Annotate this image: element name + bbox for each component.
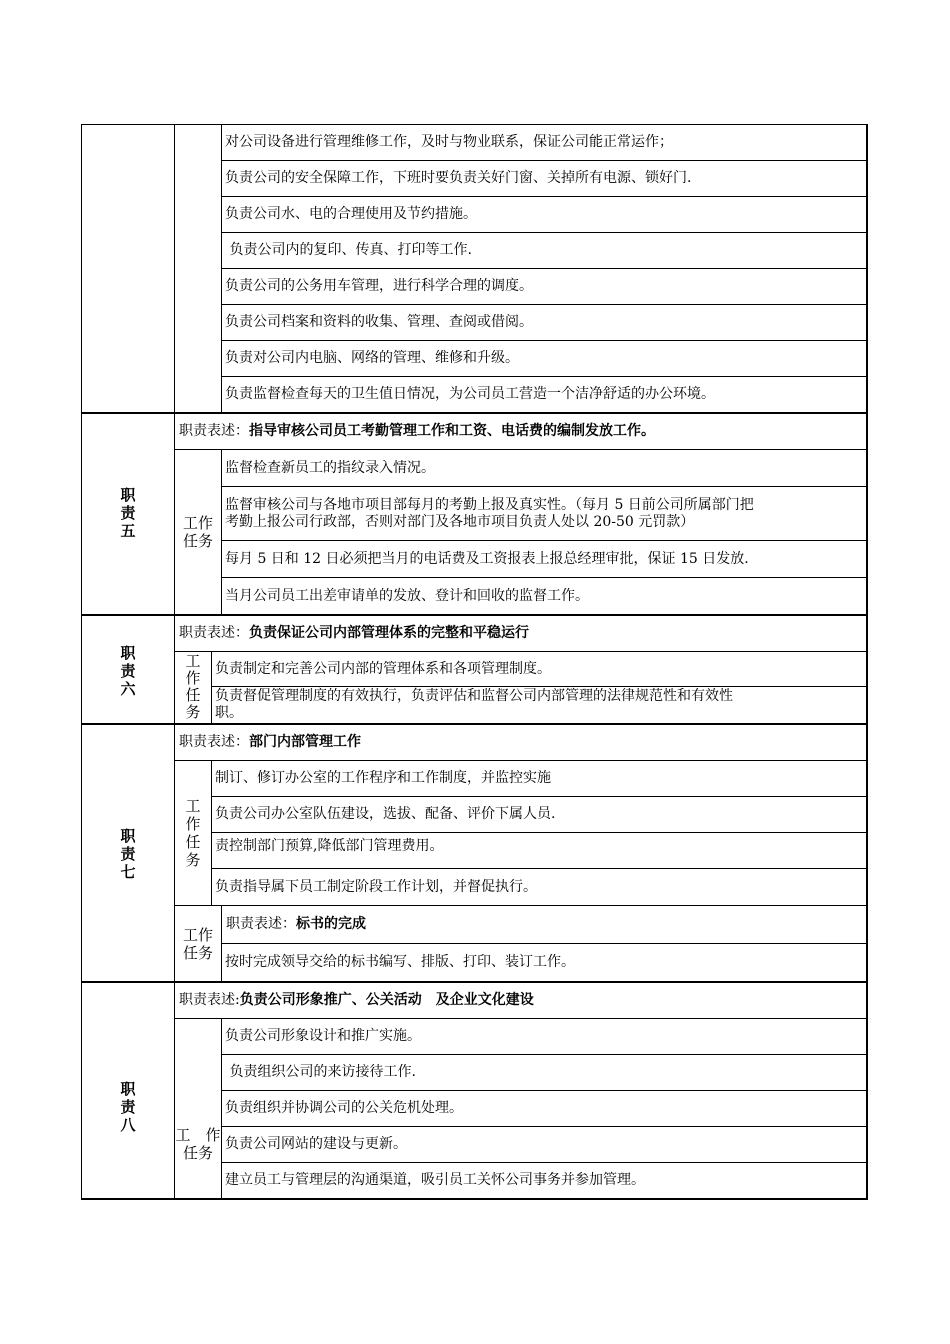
duty5-label: 职 责 五: [120, 486, 136, 540]
table-bottom-border: [81, 1198, 868, 1200]
task-text: 负责公司档案和资料的收集、管理、查阅或借阅。: [225, 314, 533, 330]
task-text: 负责监督检查每天的卫生值日情况，为公司员工营造一个洁净舒适的办公环境。: [225, 386, 715, 402]
task-text: 负责公司水、电的合理使用及节约措施。: [225, 206, 477, 222]
task-text: 负责公司形象设计和推广实施。: [225, 1028, 421, 1044]
duty5-work-label: 工作 任务: [182, 514, 213, 550]
duty6-work-label: 工 作 任 务: [185, 652, 201, 721]
task-text: 责控制部门预算,降低部门管理费用。: [215, 838, 444, 854]
task-text: 负责公司办公室队伍建设，选拔、配备、评价下属人员.: [215, 806, 556, 822]
duty8-work-label: 工 作 任务: [175, 1126, 221, 1162]
task-text-multiline: 负责督促管理制度的有效执行，负责评估和监督公司内部管理的法律规范性和有效性 职。: [215, 688, 733, 721]
task-text: 制订、修订办公室的工作程序和工作制度，并监控实施: [215, 770, 551, 786]
task-text: 监督检查新员工的指纹录入情况。: [225, 459, 435, 476]
duty6-description: 职责表述： 负责保证公司内部管理体系的完整和平稳运行: [179, 625, 529, 641]
task-text: 负责公司内的复印、传真、打印等工作.: [225, 242, 472, 258]
task-text: 负责公司的安全保障工作，下班时要负责关好门窗、关掉所有电源、锁好门.: [225, 170, 692, 186]
task-text: 负责公司网站的建设与更新。: [225, 1136, 407, 1152]
duty8-description: 职责表述: 负责公司形象推广、公关活动 及企业文化建设: [179, 992, 534, 1008]
duty5-description: 职责表述： 指导审核公司员工考勤管理工作和工资、电话费的编制发放工作。: [179, 423, 655, 439]
table-left-border: [81, 124, 82, 1200]
duty7-label: 职 责 七: [120, 827, 136, 881]
table-right-border: [866, 124, 868, 1200]
task-text-multiline: 监督审核公司与各地市项目部每月的考勤上报及真实性。（每月 5 日前公司所属部门把 考勤上报公司行政部，否则对部门及各地市项目负责人处以 20-50 元罚款）: [225, 496, 754, 530]
duty8-label: 职 责 八: [120, 1080, 136, 1134]
duty7-description: 职责表述： 部门内部管理工作: [179, 734, 361, 750]
duty6-label: 职 责 六: [120, 644, 136, 698]
duty7-sub-description: 职责表述： 标书的完成: [226, 916, 366, 932]
task-text: 每月 5 日和 12 日必须把当月的电话费及工资报表上报总经理审批，保证 15 日发放.: [225, 550, 749, 567]
task-text: 负责组织公司的来访接待工作.: [225, 1064, 416, 1080]
task-text: 负责组织并协调公司的公关危机处理。: [225, 1100, 463, 1116]
task-text: 按时完成领导交给的标书编写、排版、打印、装订工作。: [225, 954, 575, 970]
duty7-work-label: 工 作 任 务: [185, 797, 201, 869]
task-text: 当月公司员工出差审请单的发放、登计和回收的监督工作。: [225, 587, 589, 604]
duty7-sub-work-label: 工作 任务: [182, 926, 213, 962]
task-text: 负责对公司内电脑、网络的管理、维修和升级。: [225, 350, 519, 366]
task-text: 建立员工与管理层的沟通渠道，吸引员工关怀公司事务并参加管理。: [225, 1172, 645, 1188]
task-text: 负责公司的公务用车管理，进行科学合理的调度。: [225, 278, 533, 294]
task-text: 负责指导属下员工制定阶段工作计划，并督促执行。: [215, 878, 537, 895]
task-text: 对公司设备进行管理维修工作，及时与物业联系，保证公司能正常运作；: [225, 134, 673, 150]
task-text: 负责制定和完善公司内部的管理体系和各项管理制度。: [215, 660, 551, 677]
